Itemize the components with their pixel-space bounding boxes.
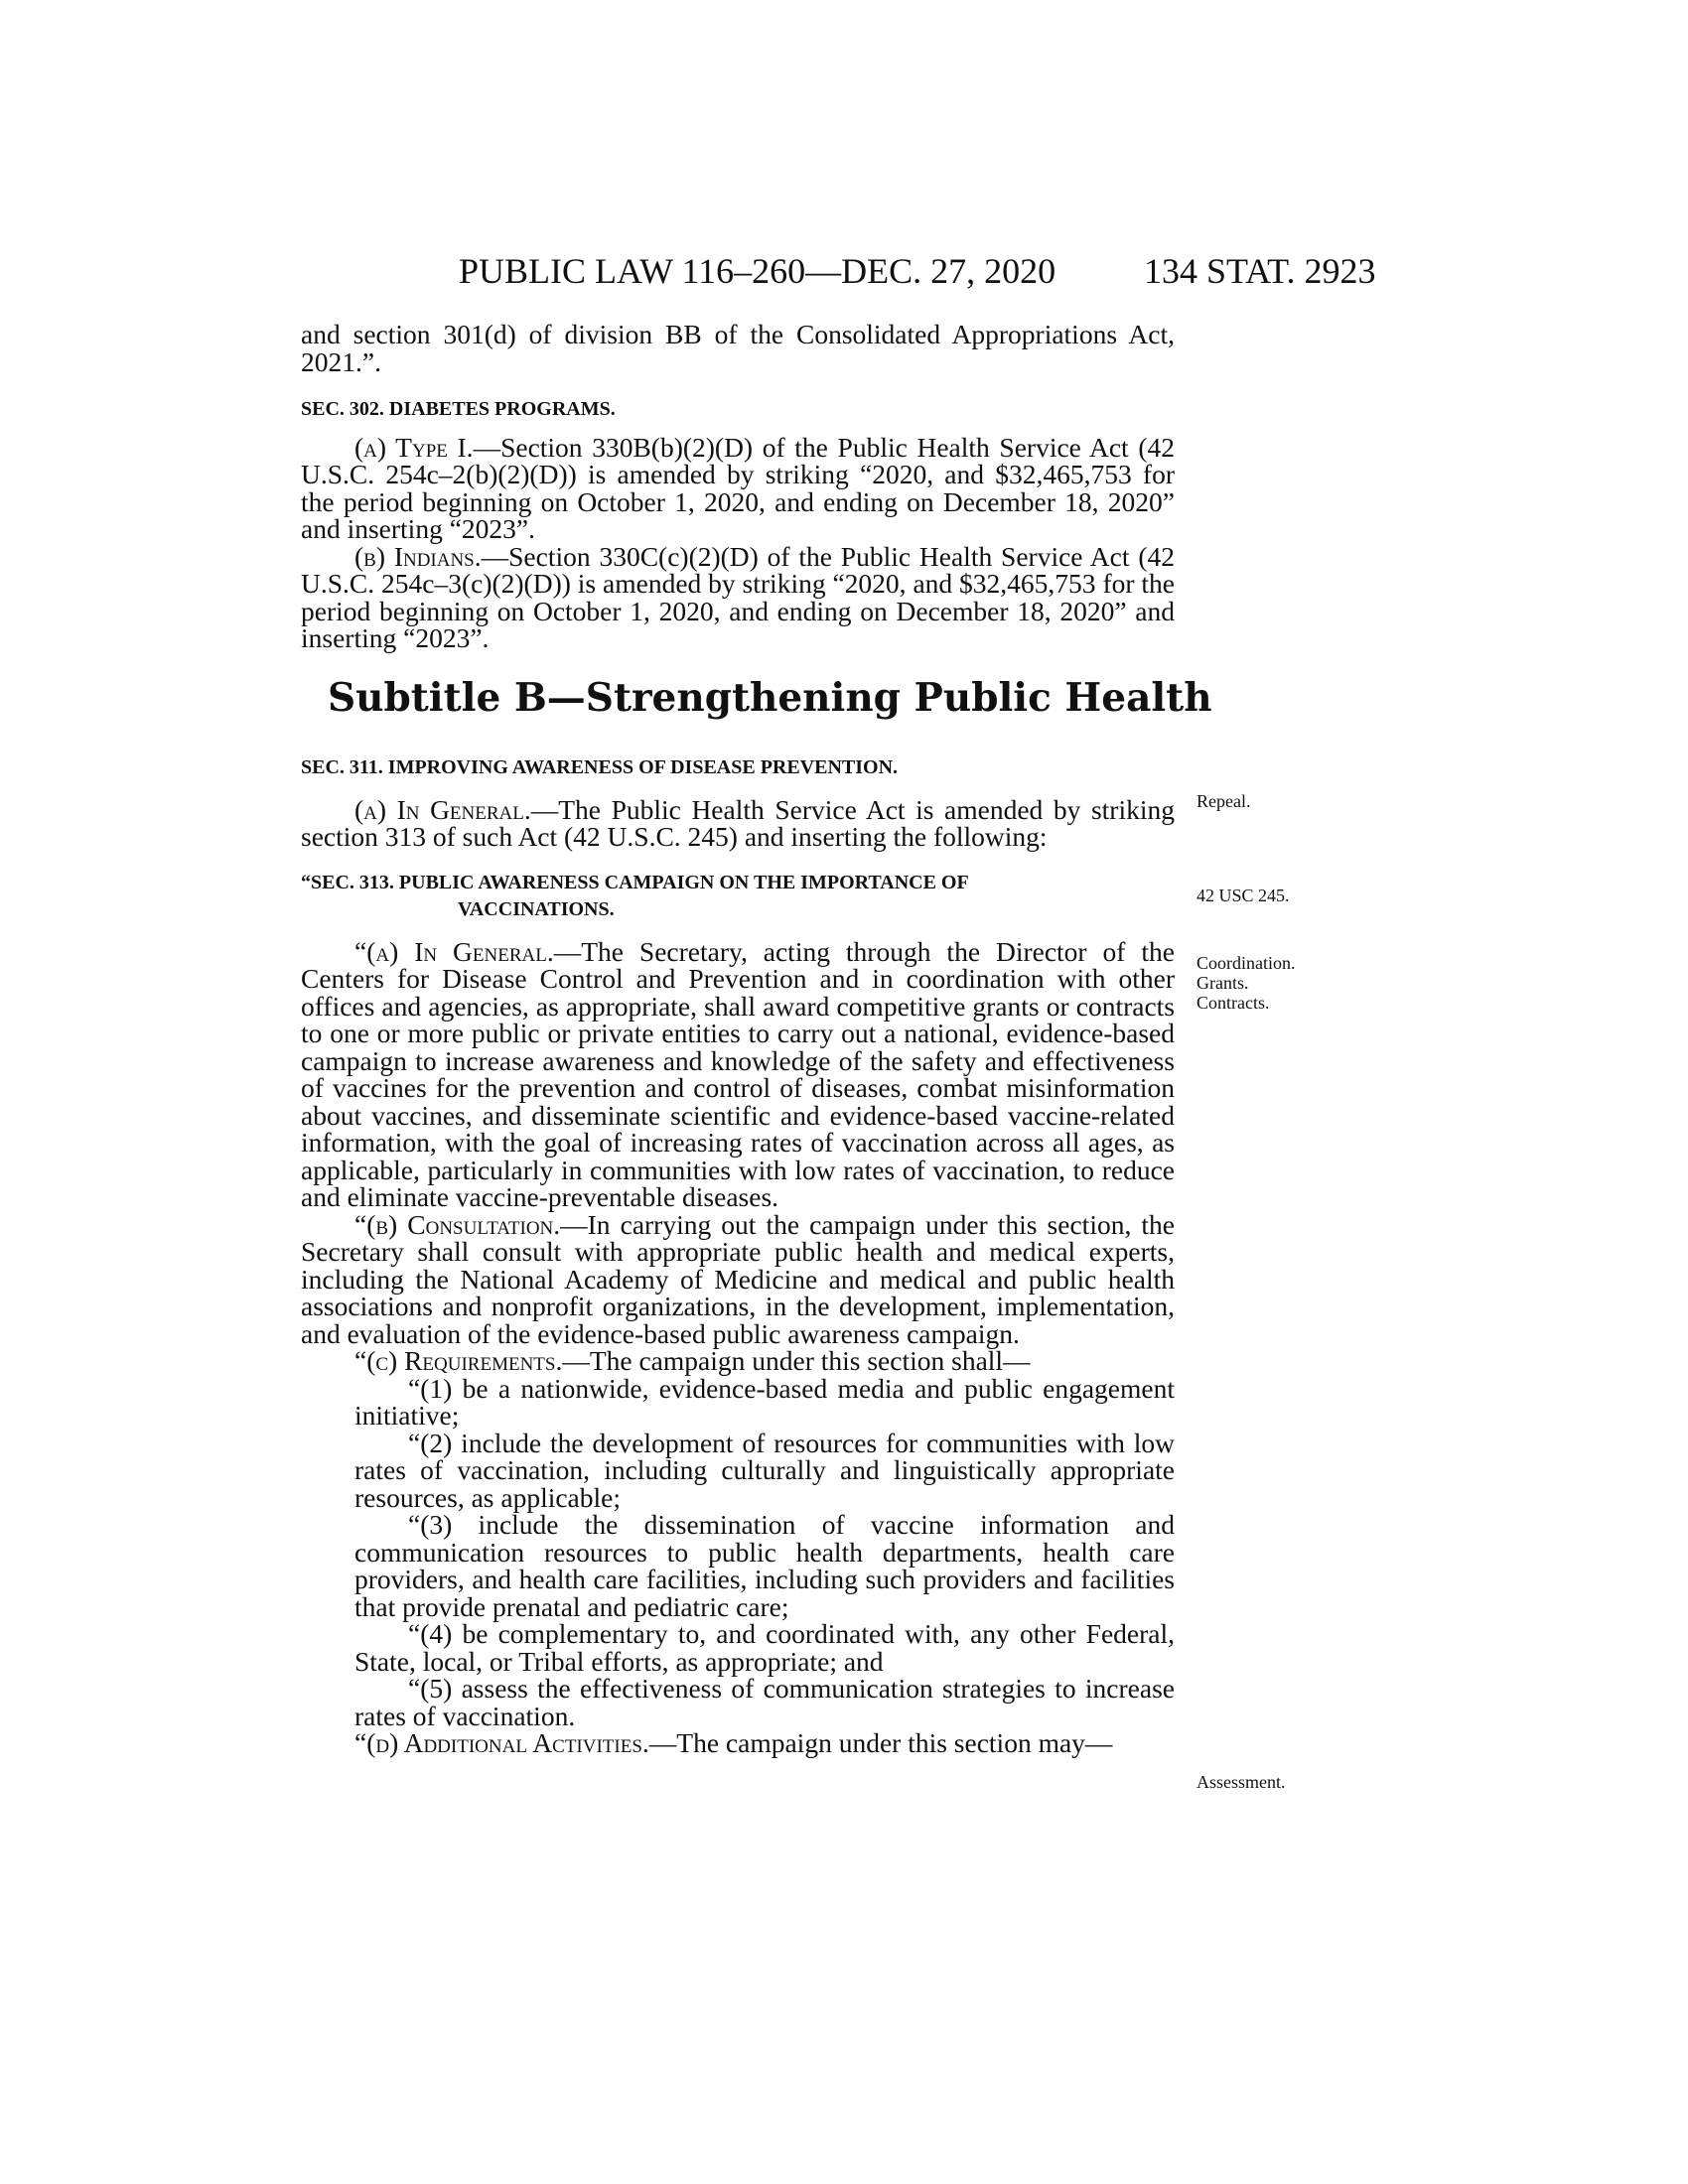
sec-313-c-item-1: “(1) be a nationwide, evidence-based media and public engagement initiative; bbox=[354, 1372, 1175, 1431]
running-header-title: PUBLIC LAW 116–260—DEC. 27, 2020 bbox=[459, 251, 1056, 291]
sec-313-c-item-2: “(2) include the development of resources for communities with low rates of vaccination, including culturally and linguistically appropriate resources, as applicable; bbox=[354, 1427, 1175, 1513]
sec-302-a-label: (a) Type I. bbox=[354, 431, 474, 463]
sec-313-subsection-c bbox=[301, 1347, 1175, 1375]
sec-313-d-label: “(d) Additional Activities. bbox=[354, 1727, 649, 1758]
sec-311-a-text: —The Public Health Service Act is amended by striking section 313 of such Act (42 U.S.C. 245) and inserting the following: bbox=[301, 793, 1175, 852]
sec-311-heading: SEC. 311. IMPROVING AWARENESS OF DISEASE PREVENTION. bbox=[301, 756, 899, 778]
margin-note-assessment: Assessment. bbox=[1196, 1772, 1286, 1792]
margin-note-repeal: Repeal. bbox=[1196, 791, 1251, 811]
sec-313-c-items bbox=[301, 1372, 1175, 1731]
subtitle-heading: Subtitle B—Strengthening Public Health bbox=[328, 675, 1212, 721]
margin-note-coordination: Coordination. bbox=[1196, 953, 1296, 973]
sec-302-heading: SEC. 302. DIABETES PROGRAMS. bbox=[301, 398, 616, 420]
sec-311-a-label: (a) In General. bbox=[354, 793, 531, 825]
sec-313-b-label: “(b) Consultation. bbox=[354, 1208, 561, 1240]
upper-text-block bbox=[301, 321, 1175, 652]
sec-302-subsection-b bbox=[301, 540, 1175, 653]
sec-302-b-text: —Section 330C(c)(2)(D) of the Public Health Service Act (42 U.S.C. 254c–3(c)(2)(D)) is amended by striking “2020, and $32,465,753 for the period beginning on October 1, 2020, and ending on December 18, 2020” and inserting “2023”. bbox=[301, 540, 1175, 653]
sec-313-heading-line1: “SEC. 313. PUBLIC AWARENESS CAMPAIGN ON THE IMPORTANCE OF bbox=[301, 871, 969, 893]
sec-302-b-label: (b) Indians. bbox=[354, 540, 482, 572]
sec-313-a-text: —The Secretary, acting through the Director of the Centers for Disease Control and Prevention and in coordination with other offices and agencies, as appropriate, shall award competitive grants or contracts to one or more public or private entities to carry out a national, evidence-based campaign to increase awareness and knowledge of the safety and effectiveness of vaccines for the prevention and control of diseases, combat misinformation about vaccines, and disseminate scientific and evidence-based vaccine-related information, with the goal of increasing rates of vaccination across all ages, as applicable, particularly in communities with low rates of vaccination, to reduce and eliminate vaccine-preventable diseases. bbox=[301, 935, 1175, 1212]
sec-313-subsection-d bbox=[301, 1729, 1175, 1757]
sec-313-c-label: “(c) Requirements. bbox=[354, 1345, 563, 1376]
sec-313-c-text: —The campaign under this section shall— bbox=[562, 1345, 1031, 1376]
sec-313-c-item-5: “(5) assess the effectiveness of communication strategies to increase rates of vaccination. bbox=[354, 1673, 1175, 1731]
sec-313-a-label: “(a) In General. bbox=[354, 935, 554, 967]
sec-313-c-item-4: “(4) be complementary to, and coordinated with, any other Federal, State, local, or Tribal efforts, as appropriate; and bbox=[354, 1618, 1175, 1677]
sec-313-d-text: —The campaign under this section may— bbox=[648, 1727, 1113, 1758]
sec-311-subsection-a bbox=[301, 793, 1175, 852]
sec-313-subsection-b bbox=[301, 1208, 1175, 1349]
margin-note-contracts: Contracts. bbox=[1196, 993, 1270, 1013]
sec-313-b-text: —In carrying out the campaign under this section, the Secretary shall consult with appropriate public health and medical experts, including the National Academy of Medicine and medical and public health associations and nonprofit organizations, in the development, implementation, and evaluation of the evidence-based public awareness campaign. bbox=[301, 1208, 1175, 1349]
continuation-paragraph: and section 301(d) of division BB of the Consolidated Appropriations Act, 2021.”. bbox=[301, 319, 1175, 377]
margin-note-group bbox=[1196, 953, 1296, 1013]
margin-note-usc: 42 USC 245. bbox=[1196, 886, 1290, 905]
sec-313-heading-line2: VACCINATIONS. bbox=[458, 898, 615, 920]
sec-313-c-item-3: “(3) include the dissemination of vaccine information and communication resources to public health departments, health care providers, and health care facilities, including such providers and facilities that provide prenatal and pediatric care; bbox=[354, 1509, 1175, 1622]
sec-313-heading bbox=[301, 870, 1175, 924]
sec-302-subsection-a bbox=[301, 431, 1176, 544]
sec-302-a-text: —Section 330B(b)(2)(D) of the Public Health Service Act (42 U.S.C. 254c–2(b)(2)(D)) is amended by striking “2020, and $32,465,753 for the period beginning on October 1, 2020, and ending on December 18, 2020” and inserting “2023”. bbox=[301, 431, 1176, 544]
margin-note-grants: Grants. bbox=[1196, 973, 1249, 993]
lower-text-block bbox=[301, 754, 1175, 1757]
stat-page-number: 134 STAT. 2923 bbox=[1144, 251, 1376, 291]
sec-313-subsection-a bbox=[301, 935, 1175, 1212]
